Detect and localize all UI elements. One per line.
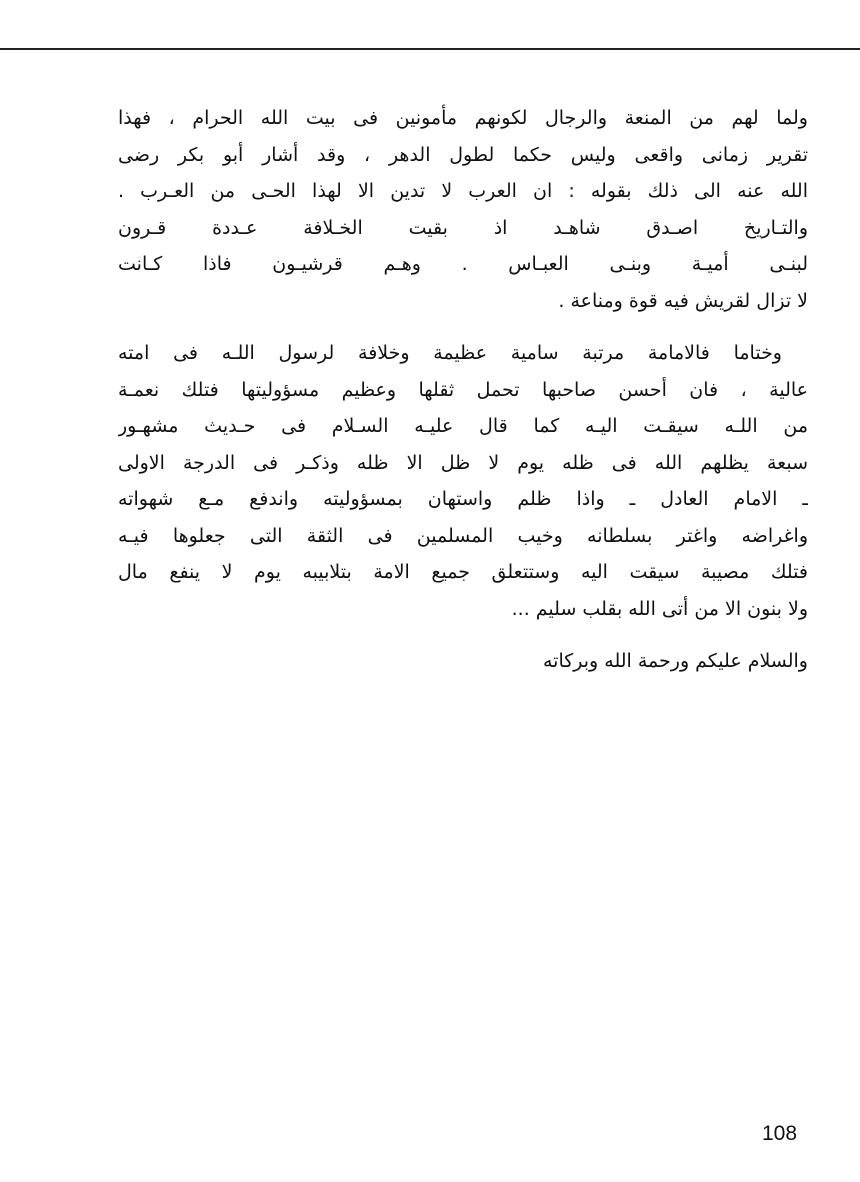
text-line: واغراضه واغتر بسلطانه وخيب المسلمين فى الثقة التى جعلوها فيـه: [118, 524, 808, 547]
page-number: 108: [762, 1122, 798, 1145]
text-line: لا تزال لقريش فيه قوة ومناعة .: [558, 289, 808, 312]
page-body: [118, 100, 808, 679]
text-line: تقرير زمانى واقعى وليس حكما لطول الدهر ، وقد أشار أبو بكر رضى: [118, 143, 808, 166]
paragraph-1: [118, 100, 808, 319]
text-line: من اللـه سيقـت اليـه كما قال عليـه السـلام فى حـديث مشهـور: [118, 415, 808, 437]
closing-salutation: والسلام عليكم ورحمة الله وبركاته: [542, 650, 808, 672]
text-line: ولما لهم من المنعة والرجال لكونهم مأمونين فى بيت الله الحرام ، فهذا: [118, 107, 808, 129]
text-line: وختاما فالامامة مرتبة سامية عظيمة وخلافة لرسول اللـه فى امته: [118, 342, 782, 364]
text-line: ـ الامام العادل ـ واذا ظلم واستهان بمسؤوليته واندفع مـع شهواته: [118, 488, 808, 510]
paragraph-2: [118, 335, 808, 627]
text-line: ولا بنون الا من أتى الله بقلب سليم ...: [511, 597, 808, 620]
text-line: لبنـى أميـة وبنـى العبـاس . وهـم قرشيـون فاذا كـانت: [118, 253, 808, 275]
text-line: الله عنه الى ذلك بقوله : ان العرب لا تدين الا لهذا الحـى من العـرب .: [118, 180, 808, 202]
text-line: عالية ، فان أحسن صاحبها تحمل ثقلها وعظيم مسؤوليتها فتلك نعمـة: [118, 378, 808, 401]
text-line: فتلك مصيبة سيقت اليه وستتعلق جميع الامة بتلابيبه يوم لا ينفع مال: [118, 561, 808, 583]
text-line: والتـاريخ اصـدق شاهـد اذ بقيت الخـلافة عـددة قـرون: [118, 216, 808, 239]
text-line: سبعة يظلهم الله فى ظله يوم لا ظل الا ظله وذكـر فى الدرجة الاولى: [118, 451, 808, 474]
top-rule: [0, 48, 860, 50]
